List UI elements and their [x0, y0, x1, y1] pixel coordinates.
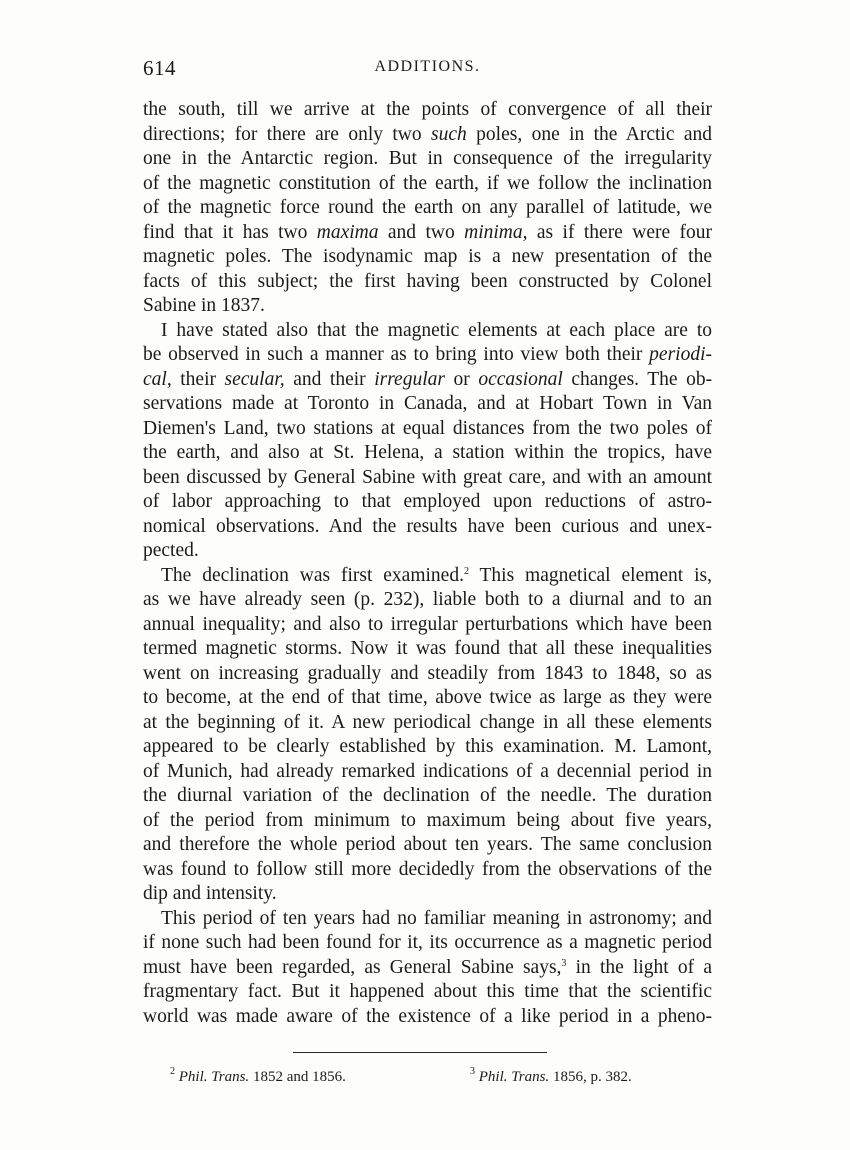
running-title: ADDITIONS.: [374, 58, 481, 75]
text-line: the earth, and also at St. Helena, a station within the tropics, have: [143, 442, 712, 463]
italic-word: maxima: [316, 221, 379, 243]
text-line: as we have already seen (p. 232), liable both to a diurnal and to an: [143, 589, 712, 610]
italic-word: secular,: [224, 368, 285, 390]
running-head: [143, 56, 712, 86]
text-line: of Munich, had already remarked indications of a decennial period in: [143, 760, 712, 782]
text-line: one in the Antarctic region. But in consequence of the irregularity: [143, 148, 712, 169]
text-line: of the magnetic constitution of the earth, if we follow the inclination: [143, 172, 712, 194]
text-line: world was made aware of the existence of a like period in a pheno-: [143, 1005, 712, 1027]
footnote-marker: 2: [170, 1066, 175, 1077]
text-line: be observed in such a manner as to bring into view both their periodi-: [143, 344, 712, 365]
footnote-source: Phil. Trans.: [178, 1069, 250, 1085]
text-line: appeared to be clearly established by this examination. M. Lamont,: [143, 736, 712, 757]
text-line: The declination was first examined.$^2$ This magnetical element is,: [161, 564, 712, 586]
text-line: went on increasing gradually and steadily from 1843 to 1848, so as: [143, 662, 712, 684]
body-text: [143, 98, 712, 1029]
page-number: 614: [143, 56, 176, 80]
italic-word: cal,: [143, 368, 172, 390]
text-line: find that it has two maxima and two minima, as if there were four: [143, 221, 713, 243]
text-line: pected.: [143, 540, 199, 561]
text-line: I have stated also that the magnetic elements at each place are to: [161, 319, 712, 341]
italic-word: irregular: [374, 368, 445, 390]
text-line: of the magnetic force round the earth on any parallel of latitude, we: [143, 197, 712, 218]
text-line: the diurnal variation of the declination of the needle. The duration: [143, 785, 712, 806]
italic-word: periodi-: [649, 344, 712, 365]
text-line: the south, till we arrive at the points of convergence of all their: [143, 99, 712, 120]
text-line: of the period from minimum to maximum being about five years,: [143, 809, 712, 831]
text-line: at the beginning of it. A new periodical change in all these elements: [143, 711, 712, 733]
text-line: servations made at Toronto in Canada, and at Hobart Town in Van: [143, 393, 712, 414]
text-line: of labor approaching to that employed upon reductions of astro-: [143, 491, 712, 512]
footnote-rule: [293, 1052, 547, 1053]
footnote-2: $^2$ Phil. Trans. 1852 and 1856.: [170, 1066, 346, 1085]
italic-word: minima,: [464, 221, 528, 243]
italic-word: such: [431, 123, 467, 145]
footnote-3: $^3$ Phil. Trans. 1856, p. 382.: [470, 1066, 632, 1085]
text-line: dip and intensity.: [143, 883, 277, 904]
text-line: magnetic poles. The isodynamic map is a new presentation of the: [143, 246, 712, 267]
footnote-ref: 2: [463, 565, 469, 577]
text-line: annual inequality; and also to irregular perturbations which have been: [143, 613, 712, 635]
text-line: nomical observations. And the results have been curious and unex-: [143, 515, 712, 537]
footnote-marker: 3: [470, 1066, 475, 1077]
text-line: directions; for there are only two such poles, one in the Arctic and: [143, 123, 713, 145]
text-line: was found to follow still more decidedly from the observations of the: [143, 858, 712, 880]
footnote-ref: 3: [561, 957, 567, 969]
text-line: Diemen's Land, two stations at equal distances from the two poles of: [143, 417, 712, 439]
text-line: to become, at the end of that time, above twice as large as they were: [143, 687, 712, 708]
text-line: Sabine in 1837.: [143, 295, 265, 316]
text-line: been discussed by General Sabine with great care, and with an amount: [143, 466, 712, 488]
text-line: cal, their secular, and their irregular or occasional changes. The ob-: [143, 368, 713, 390]
italic-word: occasional: [478, 368, 563, 390]
footnote-source: Phil. Trans.: [478, 1069, 550, 1085]
text-line: if none such had been found for it, its occurrence as a magnetic period: [143, 932, 712, 953]
text-line: and therefore the whole period about ten years. The same conclusion: [143, 834, 712, 855]
text-line: termed magnetic storms. Now it was found that all these inequalities: [143, 638, 712, 659]
text-line: fragmentary fact. But it happened about this time that the scientific: [143, 981, 712, 1002]
text-line: facts of this subject; the first having been constructed by Colonel: [143, 270, 712, 292]
text-line: This period of ten years had no familiar meaning in astronomy; and: [161, 907, 712, 929]
text-line: must have been regarded, as General Sabine says,$^3$ in the light of a: [143, 956, 712, 978]
